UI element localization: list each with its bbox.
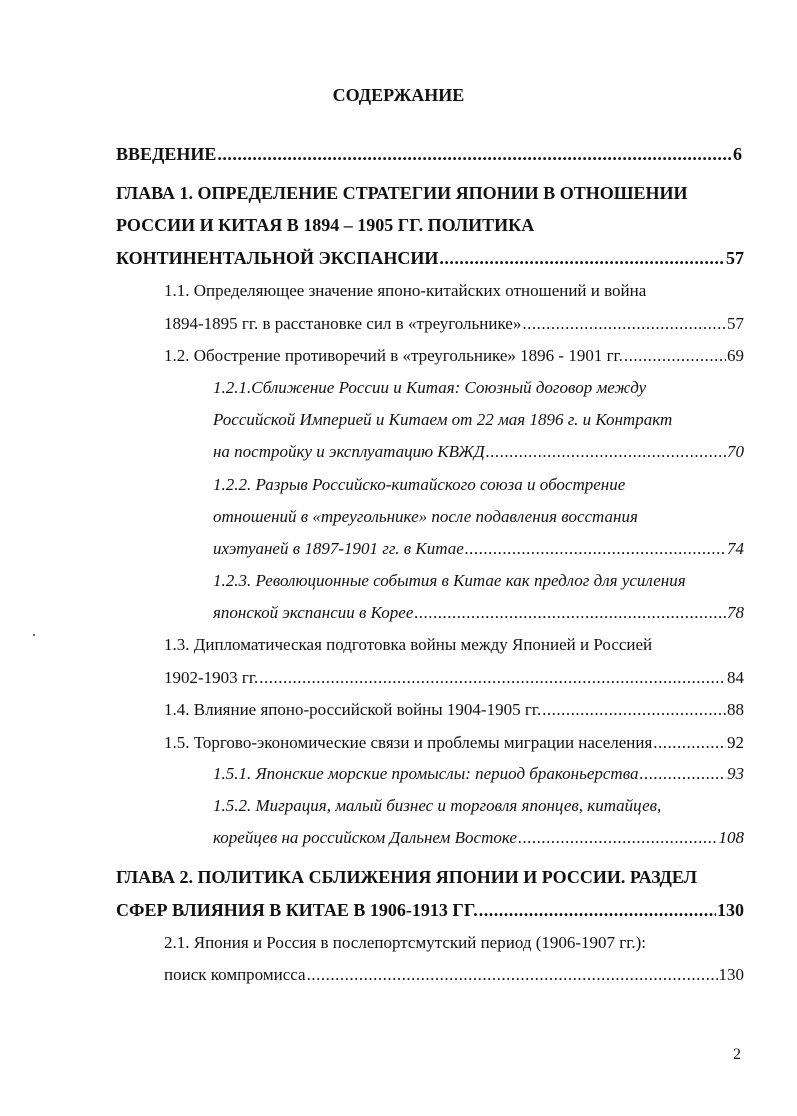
toc-entry-text: 1.3. Дипломатическая подготовка войны между Японией и Россией xyxy=(164,635,653,654)
toc-entry-1-1-line-1 xyxy=(164,281,754,301)
leader-dots xyxy=(259,668,726,688)
toc-entry-text: 1.1. Определяющее значение японо-китайских отношений и война xyxy=(164,281,647,300)
leader-dots xyxy=(639,764,726,784)
toc-entry-1-2-2-line-3 xyxy=(213,539,744,559)
toc-entry-text: 1894-1895 гг. в расстановке сил в «треугольнике» xyxy=(164,314,522,333)
leader-dots xyxy=(479,900,716,920)
toc-entry-1-2-1-line-3 xyxy=(213,442,744,462)
toc-entry-1-2 xyxy=(164,346,744,366)
leader-dots xyxy=(439,248,725,268)
scan-speck xyxy=(33,634,35,636)
toc-entry-1-2-1-line-1 xyxy=(213,378,753,398)
toc-entry-1-5 xyxy=(164,733,744,753)
toc-entry-introduction xyxy=(116,144,742,164)
leader-dots xyxy=(522,314,726,334)
toc-entry-text: 1.2.2. Разрыв Российско-китайского союза и обострение xyxy=(213,475,626,494)
toc-entry-text: 1.2.3. Революционные события в Китае как предлог для усиления xyxy=(213,571,686,590)
leader-dots xyxy=(465,539,726,559)
toc-entry-chapter-2-line-1 xyxy=(116,867,756,887)
toc-entry-text: 1902-1903 гг. xyxy=(164,668,259,687)
page-number: 2 xyxy=(733,1046,741,1063)
toc-entry-text: КОНТИНЕНТАЛЬНОЙ ЭКСПАНСИИ xyxy=(116,248,439,268)
toc-entry-text: 1.2.1.Сближение России и Китая: Союзный договор между xyxy=(213,378,647,397)
toc-entry-page: 57 xyxy=(726,248,744,268)
toc-entry-text: ВВЕДЕНИЕ xyxy=(116,144,217,164)
toc-entry-1-5-2-line-2 xyxy=(213,828,744,848)
toc-entry-1-2-3-line-1 xyxy=(213,571,753,591)
toc-entry-text: поиск компромисса xyxy=(164,965,306,984)
toc-entry-text: СФЕР ВЛИЯНИЯ В КИТАЕ В 1906-1913 ГГ. xyxy=(116,900,478,920)
toc-entry-chapter-1-line-2 xyxy=(116,215,756,235)
toc-entry-chapter-2-line-2 xyxy=(116,900,744,920)
toc-entry-chapter-1-line-3 xyxy=(116,248,744,268)
leader-dots xyxy=(307,965,718,985)
leader-dots xyxy=(518,828,718,848)
toc-entry-1-1-line-2 xyxy=(164,314,744,334)
toc-entry-text: 1.2. Обострение противоречий в «треугольнике» 1896 - 1901 гг. xyxy=(164,346,623,365)
toc-entry-page: 69 xyxy=(727,346,744,365)
leader-dots xyxy=(653,733,726,753)
toc-entry-2-1-line-2 xyxy=(164,965,744,985)
toc-entry-1-3-line-1 xyxy=(164,635,754,655)
leader-dots xyxy=(624,346,726,366)
toc-entry-text: РОССИИ И КИТАЯ В 1894 – 1905 ГГ. ПОЛИТИКА xyxy=(116,215,535,235)
toc-entry-page: 6 xyxy=(733,144,742,164)
toc-entry-1-5-1 xyxy=(213,764,744,784)
toc-entry-page: 74 xyxy=(727,539,744,558)
leader-dots xyxy=(217,144,732,164)
toc-entry-text: корейцев на российском Дальнем Востоке xyxy=(213,828,517,847)
toc-entry-1-4 xyxy=(164,700,744,720)
toc-entry-1-5-2-line-1 xyxy=(213,796,753,816)
toc-entry-text: японской экспансии в Корее xyxy=(213,603,414,622)
leader-dots xyxy=(542,700,726,720)
toc-entry-1-3-line-2 xyxy=(164,668,744,688)
leader-dots xyxy=(486,442,726,462)
toc-entry-page: 57 xyxy=(727,314,744,333)
toc-entry-text: 1.5.1. Японские морские промыслы: период браконьерства xyxy=(213,764,639,783)
leader-dots xyxy=(414,603,726,623)
toc-entry-page: 78 xyxy=(727,603,744,622)
toc-entry-2-1-line-1 xyxy=(164,933,754,953)
toc-entry-page: 108 xyxy=(718,828,744,847)
toc-entry-text: 1.5. Торгово-экономические связи и проблемы миграции населения xyxy=(164,733,653,752)
toc-entry-page: 70 xyxy=(727,442,744,461)
toc-entry-page: 130 xyxy=(718,965,744,984)
toc-entry-1-2-2-line-1 xyxy=(213,475,753,495)
toc-entry-text: 1.5.2. Миграция, малый бизнес и торговля японцев, китайцев, xyxy=(213,796,662,815)
toc-entry-text: ихэтуаней в 1897-1901 гг. в Китае xyxy=(213,539,464,558)
toc-entry-text: 1.4. Влияние японо-российской войны 1904-1905 гг. xyxy=(164,700,542,719)
toc-entry-text: ГЛАВА 1. ОПРЕДЕЛЕНИЕ СТРАТЕГИИ ЯПОНИИ В ОТНОШЕНИИ xyxy=(116,183,688,203)
toc-entry-page: 84 xyxy=(727,668,744,687)
toc-entry-1-2-1-line-2 xyxy=(213,410,753,430)
toc-entry-page: 93 xyxy=(727,764,744,783)
toc-entry-1-2-3-line-2 xyxy=(213,603,744,623)
toc-entry-text: 2.1. Япония и Россия в послепортсмутский период (1906-1907 гг.): xyxy=(164,933,646,952)
toc-entry-page: 130 xyxy=(717,900,744,920)
toc-entry-1-2-2-line-2 xyxy=(213,507,753,527)
toc-entry-text: Российской Империей и Китаем от 22 мая 1896 г. и Контракт xyxy=(213,410,673,429)
toc-entry-page: 88 xyxy=(727,700,744,719)
page-title: СОДЕРЖАНИЕ xyxy=(332,85,465,105)
toc-entry-text: ГЛАВА 2. ПОЛИТИКА СБЛИЖЕНИЯ ЯПОНИИ И РОССИИ. РАЗДЕЛ xyxy=(116,867,698,887)
toc-entry-page: 92 xyxy=(727,733,744,752)
toc-entry-chapter-1-line-1 xyxy=(116,183,756,203)
toc-entry-text: на постройку и эксплуатацию КВЖД xyxy=(213,442,485,461)
toc-entry-text: отношений в «треугольнике» после подавления восстания xyxy=(213,507,638,526)
